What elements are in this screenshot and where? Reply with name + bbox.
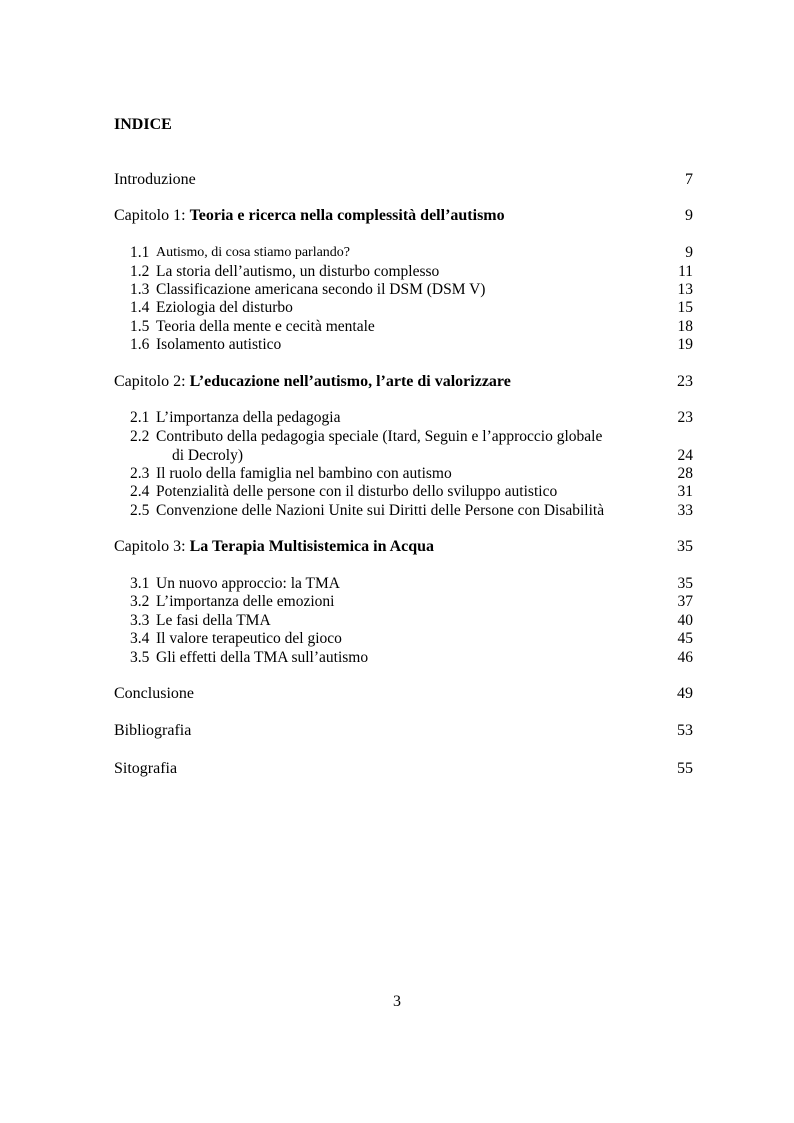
section-title: Un nuovo approccio: la TMA xyxy=(156,575,340,592)
section-title: Isolamento autistico xyxy=(156,336,282,353)
toc-entry-page: 24 xyxy=(677,447,693,464)
section-number: 3.5 xyxy=(130,649,150,666)
section-title: Il ruolo della famiglia nel bambino con autismo xyxy=(156,465,452,482)
chapter-title: La Terapia Multisistemica in Acqua xyxy=(189,538,435,555)
section-title: Potenzialità delle persone con il disturbo dello sviluppo autistico xyxy=(156,483,558,500)
toc-entry-label: Conclusione xyxy=(114,685,194,702)
toc-entry-page: 33 xyxy=(677,502,693,519)
section-number: 3.4 xyxy=(130,630,150,647)
section-number: 2.1 xyxy=(130,409,150,426)
toc-section-1-4[interactable] xyxy=(130,298,693,317)
section-title: L’importanza della pedagogia xyxy=(156,409,341,426)
section-number: 2.3 xyxy=(130,465,150,482)
section-number: 1.2 xyxy=(130,263,150,280)
toc-section-1-2[interactable] xyxy=(130,262,693,281)
toc-entry-page: 11 xyxy=(678,263,693,280)
section-title: Contributo della pedagogia speciale (Itard, Seguin e l’approccio globale xyxy=(156,428,603,445)
section-title: Le fasi della TMA xyxy=(156,612,271,629)
section-number: 2.5 xyxy=(130,502,150,519)
toc-entry-label: Bibliografia xyxy=(114,722,192,739)
toc-section-3-4[interactable] xyxy=(130,629,693,648)
section-number: 1.5 xyxy=(130,318,150,335)
toc-entry-page: 15 xyxy=(677,299,693,316)
toc-entry-page: 18 xyxy=(677,318,693,335)
toc-chapter-3[interactable] xyxy=(114,537,693,557)
toc-entry-page: 7 xyxy=(685,171,693,188)
section-title: Il valore terapeutico del gioco xyxy=(156,630,342,647)
chapter-title: L’educazione nell’autismo, l’arte di valorizzare xyxy=(189,373,511,390)
toc-entry-conclusion[interactable] xyxy=(114,684,693,704)
toc-entry-label: Introduzione xyxy=(114,171,196,188)
toc-section-3-5[interactable] xyxy=(130,648,693,667)
toc-entry-page: 40 xyxy=(677,612,693,629)
section-title: Autismo, di cosa stiamo parlando? xyxy=(156,245,351,260)
section-title: L’importanza delle emozioni xyxy=(156,593,335,610)
toc-section-2-4[interactable] xyxy=(130,482,693,501)
chapter-prefix: Capitolo 3: xyxy=(114,538,190,555)
section-number: 1.6 xyxy=(130,336,150,353)
toc-section-3-3[interactable] xyxy=(130,611,693,630)
toc-chapter-2[interactable] xyxy=(114,372,693,392)
toc-entry-page: 23 xyxy=(677,409,693,426)
toc-entry-webography[interactable] xyxy=(114,759,693,779)
section-title: Classificazione americana secondo il DSM (DSM V) xyxy=(156,281,486,298)
section-title: Eziologia del disturbo xyxy=(156,299,293,316)
toc-section-2-1[interactable] xyxy=(130,408,693,427)
toc-entry-page: 45 xyxy=(677,630,693,647)
page-number: 3 xyxy=(393,993,401,1010)
toc-section-1-1[interactable] xyxy=(130,243,693,262)
toc-entry-page: 55 xyxy=(677,760,693,777)
toc-entry-page: 28 xyxy=(677,465,693,482)
chapter-prefix: Capitolo 1: xyxy=(114,207,190,224)
toc-section-1-6[interactable] xyxy=(130,335,693,354)
toc-entry-bibliography[interactable] xyxy=(114,721,693,741)
section-number: 3.3 xyxy=(130,612,150,629)
toc-entry-page: 49 xyxy=(677,685,693,702)
toc-section-3-1[interactable] xyxy=(130,574,693,593)
section-number: 2.4 xyxy=(130,483,150,500)
toc-entry-page: 9 xyxy=(685,244,693,261)
section-title: Convenzione delle Nazioni Unite sui Diritti delle Persone con Disabilità xyxy=(156,502,605,519)
toc-section-2-5[interactable] xyxy=(130,501,693,520)
chapter-prefix: Capitolo 2: xyxy=(114,373,190,390)
toc-entry-page: 46 xyxy=(677,649,693,666)
toc-entry-page: 37 xyxy=(677,593,693,610)
toc-entry-page: 35 xyxy=(677,575,693,592)
toc-entry-page: 13 xyxy=(677,281,693,298)
page-title: INDICE xyxy=(114,116,172,133)
section-title-continuation: di Decroly) xyxy=(172,447,244,464)
toc-entry-page: 53 xyxy=(677,722,693,739)
toc-entry-page: 19 xyxy=(677,336,693,353)
section-number: 3.2 xyxy=(130,593,150,610)
section-number: 2.2 xyxy=(130,428,150,445)
toc-section-1-3[interactable] xyxy=(130,280,693,299)
section-title: Teoria della mente e cecità mentale xyxy=(156,318,375,335)
toc-entry-label: Sitografia xyxy=(114,760,178,777)
toc-section-2-3[interactable] xyxy=(130,464,693,483)
section-number: 3.1 xyxy=(130,575,150,592)
toc-entry-page: 9 xyxy=(685,207,693,224)
toc-section-2-2[interactable] xyxy=(130,427,693,465)
toc-entry-page: 23 xyxy=(677,373,693,390)
toc-chapter-1[interactable] xyxy=(114,206,693,226)
toc-section-1-5[interactable] xyxy=(130,317,693,336)
toc-entry-introduction[interactable] xyxy=(114,170,693,190)
section-number: 1.4 xyxy=(130,299,150,316)
toc-entry-page: 35 xyxy=(677,538,693,555)
chapter-title: Teoria e ricerca nella complessità dell’autismo xyxy=(189,207,505,224)
section-number: 1.3 xyxy=(130,281,150,298)
section-title: Gli effetti della TMA sull’autismo xyxy=(156,649,369,666)
toc-section-3-2[interactable] xyxy=(130,592,693,611)
toc-entry-page: 31 xyxy=(677,483,693,500)
section-title: La storia dell’autismo, un disturbo complesso xyxy=(156,263,440,280)
section-number: 1.1 xyxy=(130,244,150,261)
